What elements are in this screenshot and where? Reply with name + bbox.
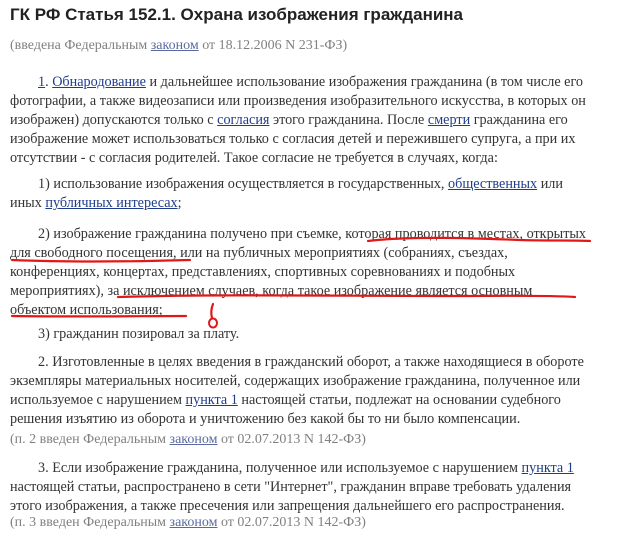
paragraph-1: [10, 73, 630, 168]
subitem-3-line-1: 3) гражданин позировал за плату.: [38, 326, 240, 342]
subitem-2-line-3: конференциях, концертах, представлениях, спортивных соревнованиях и подобных: [10, 264, 516, 280]
paragraph-2-line-4: решения изъятию из оборота и уничтожению без какой бы то ни было компенсации.: [10, 411, 521, 427]
note-suffix: от 02.07.2013 N 142-ФЗ): [217, 515, 366, 530]
paragraph-2: [10, 353, 630, 429]
text-fragment: изображен) допускаются только с: [10, 112, 218, 128]
intro-note-prefix: (введена Федеральным: [10, 38, 151, 53]
subitem-2-line-1: 2) изображение гражданина получено при съемке, которая проводится в местах, открытых: [38, 226, 587, 242]
text-fragment: настоящей статьи, подлежат на основании судебного: [237, 392, 561, 408]
paragraph-1-line-3: [10, 111, 630, 130]
paragraph-3-line-3: этого изображения, а также пресечения или запрещения дальнейшего его распространения.: [10, 498, 565, 514]
intro-note-suffix: от 18.12.2006 N 231-ФЗ): [198, 38, 348, 53]
death-link[interactable]: смерти: [427, 112, 471, 128]
text-fragment: ;: [177, 195, 182, 211]
paragraph-1-line-2: фотографии, а также видеозаписи или произведения изобразительного искусства, в которых он: [10, 93, 586, 109]
paragraph-2-note: [10, 431, 366, 449]
note-suffix: от 02.07.2013 N 142-ФЗ): [217, 432, 366, 447]
text-fragment: гражданина его: [470, 112, 568, 128]
publicity-interests-link[interactable]: публичных интересах: [45, 195, 178, 211]
text-fragment: 1) использование изображения осуществляется в государственных,: [38, 176, 449, 192]
paragraph-2-line-2: экземпляры материальных носителей, содержащих изображение гражданина, полученное или: [10, 373, 581, 389]
subitem-2-line-4: мероприятиях), за исключением случаев, когда такое изображение является основным: [10, 283, 533, 299]
text-fragment: 3. Если изображение гражданина, полученное или используемое с нарушением: [38, 460, 522, 476]
publication-link[interactable]: Обнародование: [52, 74, 146, 90]
paragraph-2-line-1: 2. Изготовленные в целях введения в гражданский оборот, а также находящиеся в обороте: [38, 354, 584, 370]
text-fragment: иных: [10, 195, 46, 211]
public-interests-link[interactable]: общественных: [448, 176, 538, 192]
paragraph-3: [10, 459, 630, 516]
paragraph-2-line-3: [10, 391, 630, 410]
intro-note-law-link[interactable]: законом: [150, 38, 199, 53]
note-prefix: (п. 2 введен Федеральным: [10, 432, 170, 447]
text-fragment: используемое с нарушением: [10, 392, 186, 408]
text-fragment: .: [45, 74, 53, 90]
subitem-2-line-5: объектом использования;: [10, 302, 163, 318]
page-title: ГК РФ Статья 152.1. Охрана изображения гражданина: [10, 5, 464, 24]
subitem-2-line-2: для свободного посещения, или на публичных мероприятиях (собраниях, съездах,: [10, 245, 508, 261]
subitem-2: [10, 225, 630, 320]
subitem-1-line-1: [10, 175, 630, 194]
note-law-link[interactable]: законом: [169, 432, 218, 447]
paragraph-3-line-1: [10, 459, 630, 478]
paragraph-3-note: [10, 514, 366, 532]
paragraph-3-line-2: настоящей статьи, распространено в сети "Интернет", гражданин вправе требовать удаления: [10, 479, 572, 495]
subitem-1-line-2: [10, 194, 630, 213]
note-law-link[interactable]: законом: [169, 515, 218, 530]
note-prefix: (п. 3 введен Федеральным: [10, 515, 170, 530]
subitem-3: [10, 325, 630, 344]
subitem-1: [10, 175, 630, 213]
text-fragment: этого гражданина. После: [269, 112, 428, 128]
consent-link[interactable]: согласия: [217, 112, 270, 128]
item-1-reference-link[interactable]: пункта 1: [521, 460, 574, 476]
item-1-link[interactable]: 1: [38, 74, 46, 90]
intro-note: [10, 37, 347, 55]
paragraph-1-line-1: [10, 73, 630, 92]
item-1-reference-link[interactable]: пункта 1: [185, 392, 238, 408]
paragraph-1-line-5: отсутствии - с согласия родителей. Такое согласие не требуется в случаях, когда:: [10, 150, 498, 166]
paragraph-1-line-4: изображение может использоваться только с согласия детей и пережившего супруга, а при их: [10, 131, 576, 147]
text-fragment: или: [537, 176, 563, 192]
text-fragment: и дальнейшее использование изображения гражданина (в том числе его: [145, 74, 584, 90]
